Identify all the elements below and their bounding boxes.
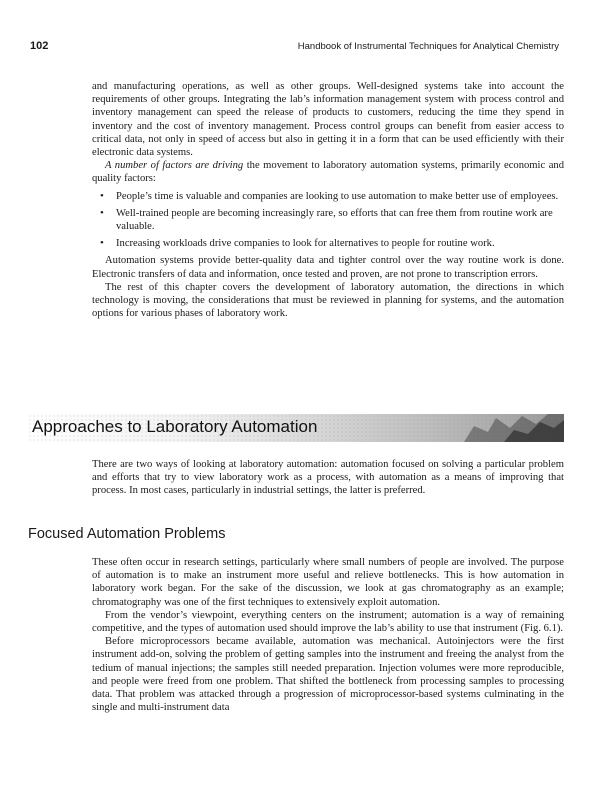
bullet-icon: •	[100, 237, 104, 250]
focused-paragraph-1: These often occur in research settings, particularly where small numbers of people are involved. The purpose of automation is to make an instrument more useful and relieve bottlenecks. This is how automation in laboratory work began. For the sake of the discussion, we look at gas chromatography as an example; chromatography was one of the first techniques to extensively exploit automation.	[92, 557, 564, 608]
section-heading: Approaches to Laboratory Automation	[32, 417, 318, 436]
list-item	[92, 237, 564, 250]
list-item	[92, 190, 564, 203]
section-heading-band	[28, 414, 564, 442]
subsection-heading: Focused Automation Problems	[28, 526, 226, 542]
decorative-pattern-icon	[444, 414, 564, 442]
intro-paragraph-3: Automation systems provide better-quality data and tighter control over the way routine work is done. Electronic transfers of data and information, once tested and proven, are not prone to transcription errors.	[92, 255, 564, 280]
focused-automation-block	[92, 556, 564, 714]
intro-paragraph-4: The rest of this chapter covers the development of laboratory automation, the directions in which technology is moving, the considerations that must be reviewed in planning for systems, and the automation options for various phases of laboratory work.	[92, 281, 564, 320]
intro-emphasis: A number of factors are driving	[105, 160, 244, 172]
bullet-icon: •	[100, 189, 104, 202]
section-paragraph-1: There are two ways of looking at laboratory automation: automation focused on solving a particular problem and efforts that try to view laboratory work as a process, with automation as a means of improving that process. In most cases, particularly in industrial settings, the latter is preferred.	[92, 459, 564, 497]
list-item	[92, 207, 564, 233]
intro-block	[92, 80, 564, 320]
intro-paragraph-2	[92, 159, 564, 185]
intro-paragraph-1: and manufacturing operations, as well as other groups. Well-designed systems take into account the requirements of other groups. Integrating the lab’s information management system with process control and inventory management can speed the release of products to customers, reducing the time they spend in inventory and the cost of inventory management. Process control groups can benefit from easier access to critical data, not only in speed of access but also in getting it in a form that can be used efficiently with their electronic data systems.	[92, 81, 564, 159]
factor-list	[92, 190, 564, 251]
list-item-text: Well-trained people are becoming increasingly rare, so efforts that can free them from routine work are valuable.	[116, 207, 553, 233]
list-item-text: People’s time is valuable and companies are looking to use automation to make better use of employees.	[116, 190, 559, 202]
page-header	[0, 40, 601, 56]
focused-paragraph-3: Before microprocessors became available, automation was mechanical. Autoinjectors were the first instrument add-on, solving the problem of getting samples into the instrument and freeing the analyst from the tedium of manual injections; the samples still needed preparation. Injection volumes were more reproducible, and people were freed from one problem. That shifted the bottleneck from processing samples to processing data. That problem was attacked through a progression of microprocessor-based systems culminating in the single and multi-instrument data	[92, 636, 564, 714]
focused-paragraph-2: From the vendor’s viewpoint, everything centers on the instrument; automation is a way of remaining competitive, and the types of automation used should improve the lab’s ability to use that instrument (Fig. 6.1).	[92, 609, 564, 635]
running-title: Handbook of Instrumental Techniques for Analytical Chemistry	[297, 41, 559, 52]
section-intro	[92, 458, 564, 498]
bullet-icon: •	[100, 206, 104, 219]
list-item-text: Increasing workloads drive companies to look for alternatives to people for routine work.	[116, 238, 495, 250]
page-number: 102	[30, 40, 49, 52]
intro-paragraph-2-text: the movement to laboratory automation systems, primarily economic and quality factors:	[92, 160, 564, 185]
